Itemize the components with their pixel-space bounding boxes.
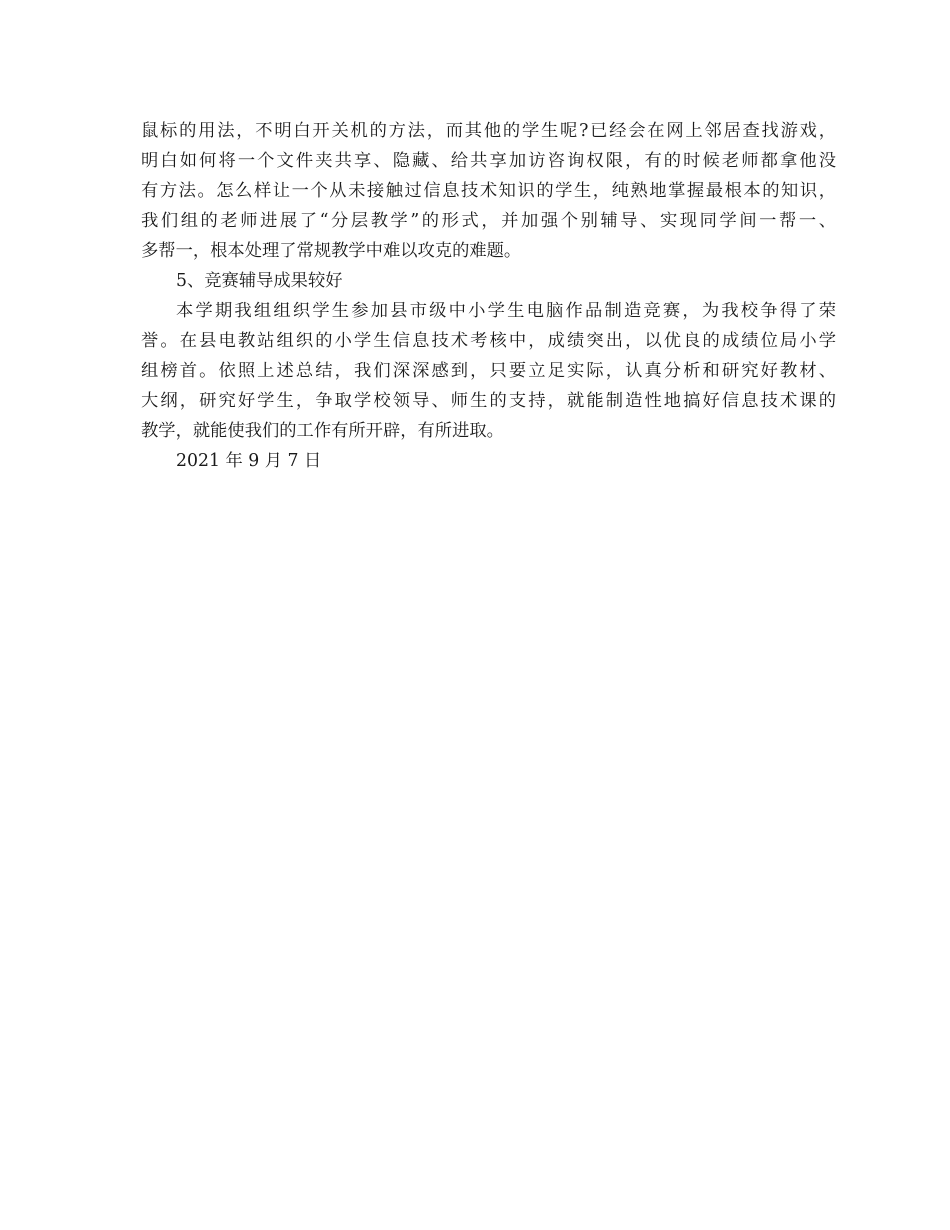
section-heading: 5、竞赛辅导成果较好: [176, 271, 343, 291]
text-line: 誉。在县电教站组织的小学生信息技术考核中，成绩突出，以优良的成绩位局小学: [141, 331, 836, 351]
text-line: 鼠标的用法，不明白开关机的方法，而其他的学生呢?已经会在网上邻居查找游戏，: [141, 121, 836, 141]
text-line: 明白如何将一个文件夹共享、隐藏、给共享加访咨询权限，有的时候老师都拿他没: [141, 151, 836, 171]
text-line: 多帮一，根本处理了常规教学中难以攻克的难题。: [141, 241, 522, 261]
text-line: 组榜首。依照上述总结，我们深深感到，只要立足实际，认真分析和研究好教材、: [141, 361, 836, 381]
document-date: 2021 年 9 月 7 日: [176, 451, 322, 471]
text-line: 大纲，研究好学生，争取学校领导、师生的支持，就能制造性地搞好信息技术课的: [141, 391, 836, 411]
text-line: 有方法。怎么样让一个从未接触过信息技术知识的学生，纯熟地掌握最根本的知识，: [141, 181, 836, 201]
text-line: 教学，就能使我们的工作有所开辟，有所进取。: [141, 421, 504, 441]
text-line: 本学期我组组织学生参加县市级中小学生电脑作品制造竞赛，为我校争得了荣: [176, 301, 836, 321]
document-body: [141, 116, 836, 476]
paragraph-competition: [141, 296, 836, 446]
paragraph-continuation: [141, 116, 836, 266]
text-line: 我们组的老师进展了“分层教学”的形式，并加强个别辅导、实现同学间一帮一、: [141, 211, 836, 231]
